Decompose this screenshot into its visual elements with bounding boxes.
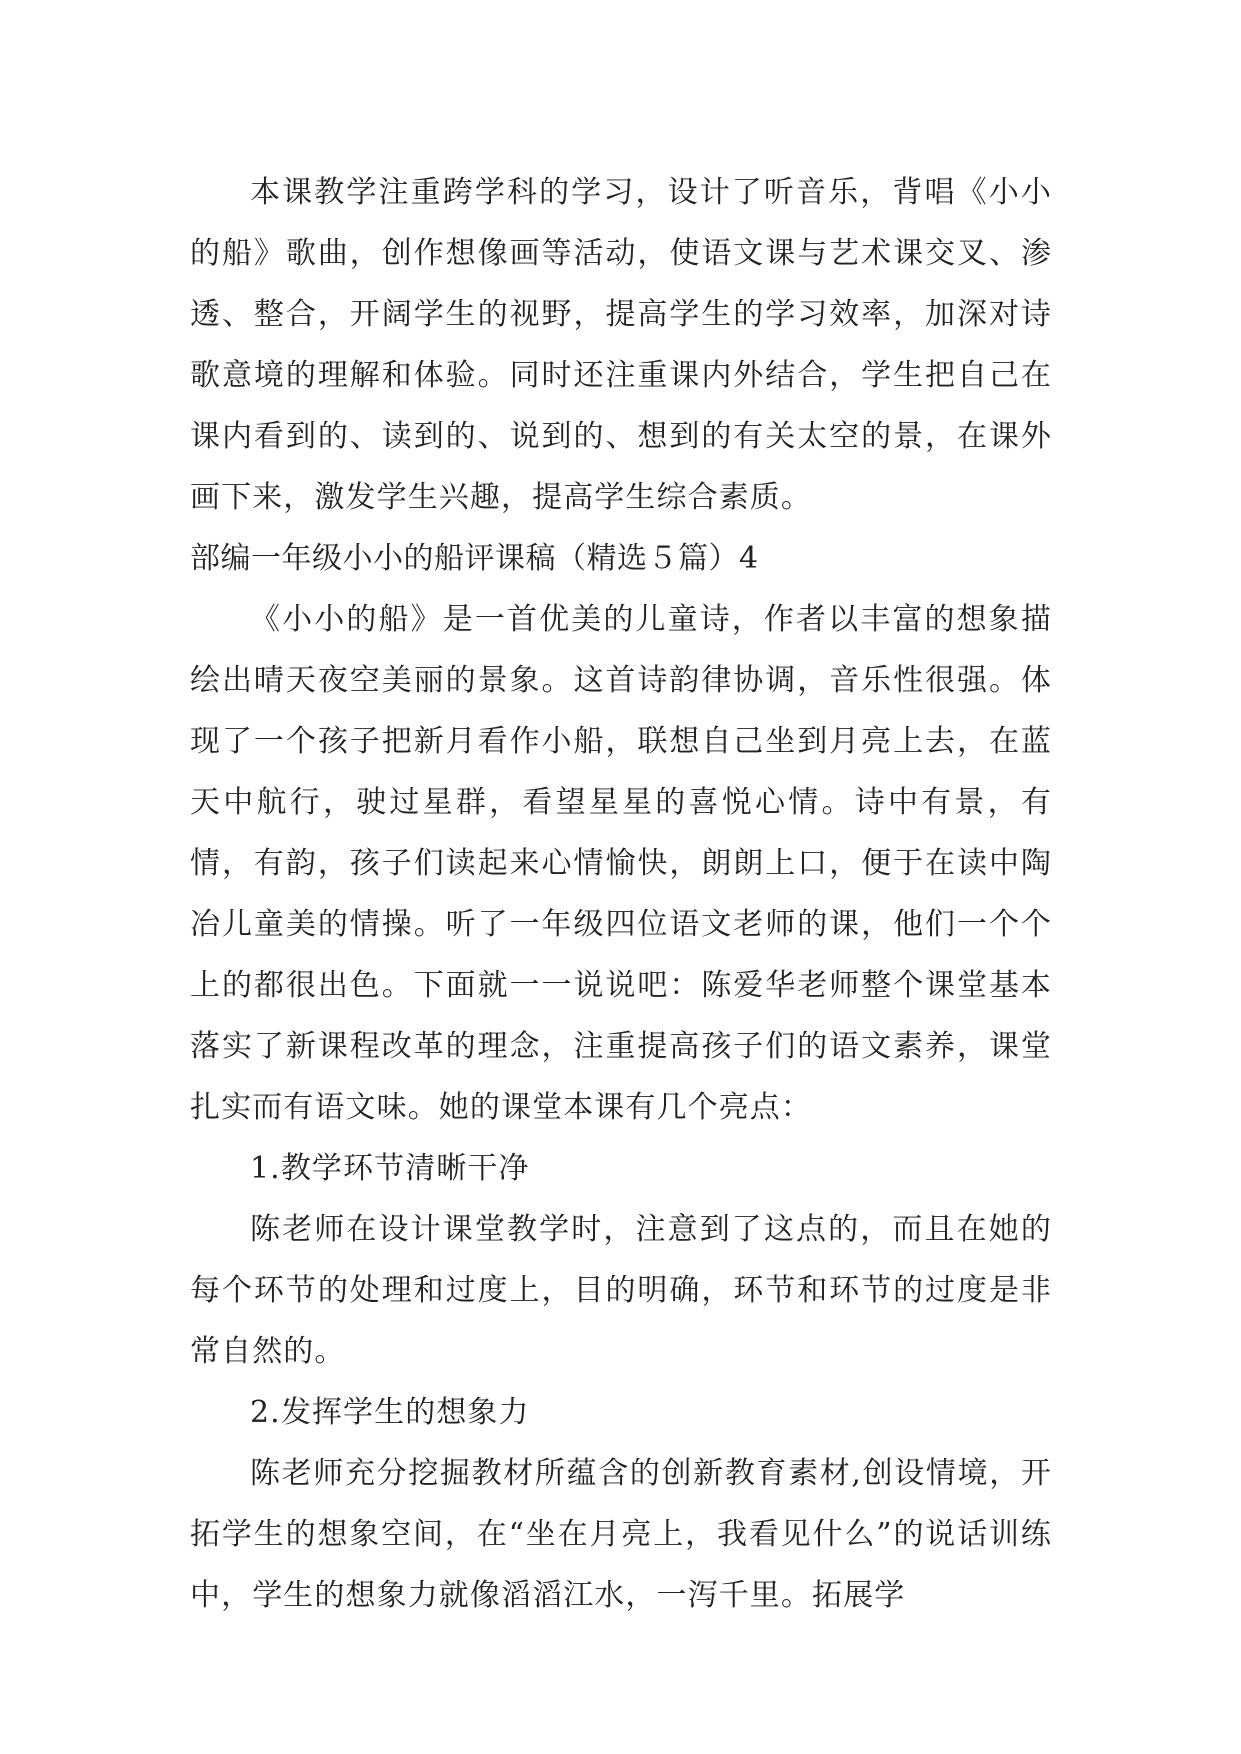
point-heading-1: 1.教学环节清晰干净 (250, 1151, 530, 1186)
paragraph-summary: 本课教学注重跨学科的学习，设计了听音乐，背唱《小小的船》歌曲，创作想像画等活动，使语文课与艺术课交叉、渗透、整合，开阔学生的视野，提高学生的学习效率，加深对诗歌意境的理解和体验。同时还注重课内外结合，学生把自己在课内看到的、读到的、说到的、想到的有关太空的景，在课外画下来，激发学生兴趣，提高学生综合素质。 (190, 175, 1052, 515)
point-heading-2: 2.发挥学生的想象力 (250, 1395, 530, 1430)
paragraph-point-1: 陈老师在设计课堂教学时，注意到了这点的，而且在她的每个环节的处理和过度上，目的明确，环节和环节的过度是非常自然的。 (190, 1212, 1052, 1369)
document-body (190, 162, 1052, 1626)
paragraph-point-2: 陈老师充分挖掘教材所蕴含的创新教育素材,创设情境，开拓学生的想象空间，在“坐在月亮上，我看见什么”的说话训练中，学生的想象力就像滔滔江水，一泻千里。拓展学 (190, 1456, 1052, 1613)
section-heading: 部编一年级小小的船评课稿（精选５篇）4 (190, 541, 759, 576)
paragraph-intro: 《小小的船》是一首优美的儿童诗，作者以丰富的想象描绘出晴天夜空美丽的景象。这首诗韵律协调，音乐性很强。体现了一个孩子把新月看作小船，联想自己坐到月亮上去，在蓝天中航行，驶过星群，看望星星的喜悦心情。诗中有景，有情，有韵，孩子们读起来心情愉快，朗朗上口，便于在读中陶冶儿童美的情操。听了一年级四位语文老师的课，他们一个个上的都很出色。下面就一一说说吧：陈爱华老师整个课堂基本落实了新课程改革的理念，注重提高孩子们的语文素养，课堂扎实而有语文味。她的课堂本课有几个亮点： (190, 602, 1052, 1125)
